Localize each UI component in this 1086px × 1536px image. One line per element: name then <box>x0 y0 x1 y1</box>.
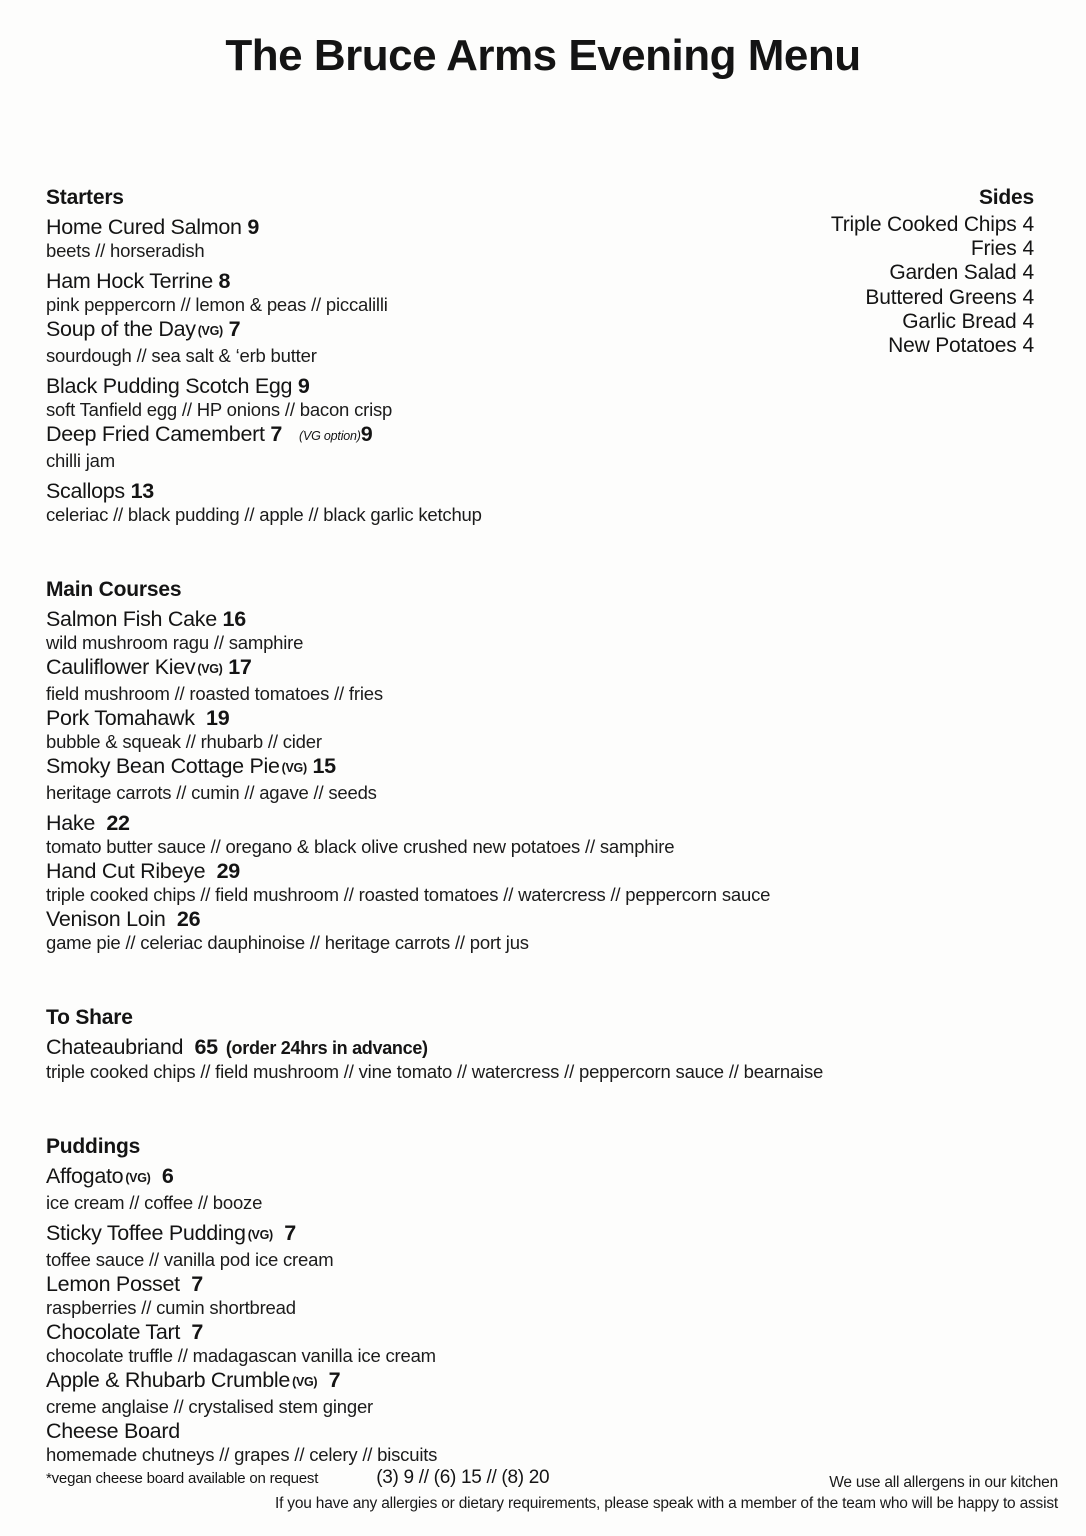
side-price: 4 <box>1022 309 1034 333</box>
menu-item-line <box>46 1220 686 1249</box>
list-item <box>714 310 1034 334</box>
vegan-cheese-note: *vegan cheese board available on request <box>46 1470 319 1487</box>
menu-item <box>46 1367 686 1418</box>
vegan-badge: (VG) <box>247 1228 273 1242</box>
menu-main-column <box>46 186 824 1489</box>
menu-item-line <box>46 858 686 884</box>
menu-item <box>46 753 686 804</box>
menu-item-line <box>46 906 686 932</box>
menu-item-name: Chateaubriand <box>46 1035 184 1059</box>
menu-item-description: wild mushroom ragu // samphire <box>46 632 304 653</box>
sides-heading: Sides <box>978 186 1034 209</box>
side-name: Garlic Bread <box>902 309 1017 333</box>
starters-section <box>46 186 686 526</box>
menu-item-line <box>46 810 686 836</box>
menu-item-description: chocolate truffle // madagascan vanilla ice cream <box>46 1345 436 1366</box>
menu-item-price: 7 <box>328 1368 341 1392</box>
menu-item-name: Chocolate Tart <box>46 1320 181 1344</box>
menu-item-description: tomato butter sauce // oregano & black olive crushed new potatoes // samphire <box>46 836 675 857</box>
vegan-option-badge: (VG option) <box>299 429 361 443</box>
menu-item <box>46 810 686 858</box>
page-title: The Bruce Arms Evening Menu <box>225 31 861 80</box>
menu-item-price: 26 <box>176 907 201 931</box>
footer-line-1: We use all allergens in our kitchen <box>829 1474 1058 1491</box>
menu-item <box>46 1163 686 1214</box>
list-item <box>714 286 1034 310</box>
puddings-heading: Puddings <box>46 1135 141 1158</box>
menu-item-price: 7 <box>191 1320 204 1344</box>
menu-item-name: Hake <box>46 811 95 835</box>
menu-item-description: bubble & squeak // rhubarb // cider <box>46 731 322 752</box>
vegan-badge: (VG) <box>292 1375 318 1389</box>
menu-item-price: 7 <box>270 422 282 446</box>
menu-item <box>46 316 686 367</box>
menu-item-description: beets // horseradish <box>46 240 205 261</box>
menu-item-line <box>46 421 686 450</box>
side-price: 4 <box>1022 285 1034 309</box>
menu-item <box>46 421 686 472</box>
menu-item-description: chilli jam <box>46 450 115 471</box>
menu-item-description: toffee sauce // vanilla pod ice cream <box>46 1249 334 1270</box>
menu-item-name: Affogato <box>46 1164 124 1188</box>
menu-item-line <box>46 1418 686 1444</box>
menu-item <box>46 1271 686 1319</box>
menu-item-price: 17 <box>228 655 252 679</box>
menu-item <box>46 906 686 954</box>
side-name: Triple Cooked Chips <box>830 213 1017 236</box>
to-share-section <box>46 1006 824 1083</box>
cheese-board-prices: (3) 9 // (6) 15 // (8) 20 <box>376 1467 550 1488</box>
menu-item-description: game pie // celeriac dauphinoise // heritage carrots // port jus <box>46 932 529 953</box>
side-name: Garden Salad <box>889 261 1017 285</box>
menu-item-name: Sticky Toffee Pudding <box>46 1221 246 1245</box>
list-item <box>714 261 1034 285</box>
menu-item-description: heritage carrots // cumin // agave // seeds <box>46 782 377 803</box>
menu-item-price: 7 <box>284 1221 296 1245</box>
menu-item-name: Scallops <box>46 479 125 503</box>
menu-item <box>46 1034 824 1083</box>
menu-item <box>46 705 686 753</box>
menu-item-line <box>46 753 686 782</box>
vegan-badge: (VG) <box>125 1171 151 1185</box>
sides-list <box>714 213 1034 358</box>
menu-item <box>46 1319 686 1367</box>
footer-line-2: If you have any allergies or dietary requirements, please speak with a member of the team who will be happy to assist <box>274 1495 1058 1512</box>
menu-item-price: 9 <box>247 215 260 239</box>
menu-item-name: Home Cured Salmon <box>46 215 242 239</box>
menu-item <box>46 606 686 654</box>
menu-item-name: Lemon Posset <box>46 1272 180 1296</box>
menu-item-name: Ham Hock Terrine <box>46 269 213 293</box>
vegan-badge: (VG) <box>197 324 223 338</box>
menu-item-price: 7 <box>228 317 241 341</box>
menu-item-line <box>46 268 686 294</box>
menu-item-description: homemade chutneys // grapes // celery // biscuits <box>46 1444 438 1465</box>
menu-item <box>46 478 686 526</box>
menu-item <box>46 1220 686 1271</box>
menu-item-line <box>46 606 686 632</box>
puddings-section <box>46 1135 686 1489</box>
menu-item-description: sourdough // sea salt & ‘erb butter <box>46 345 317 366</box>
list-item <box>714 334 1034 358</box>
menu-item-price: 15 <box>312 754 336 778</box>
mains-section <box>46 578 771 954</box>
menu-item-line <box>46 1319 686 1345</box>
menu-item-description: celeriac // black pudding // apple // black garlic ketchup <box>46 504 482 525</box>
menu-item-name: Pork Tomahawk <box>46 706 195 730</box>
menu-item-line <box>46 478 686 504</box>
menu-item-name: Soup of the Day <box>46 317 196 341</box>
menu-item-description: triple cooked chips // field mushroom // roasted tomatoes // watercress // peppercorn sauce <box>46 884 771 905</box>
menu-item-line <box>46 1271 686 1297</box>
menu-item-description: triple cooked chips // field mushroom // vine tomato // watercress // peppercorn sauce // bearnaise <box>46 1061 824 1082</box>
menu-item-price: 29 <box>216 859 240 883</box>
menu-item-name: Cheese Board <box>46 1419 180 1443</box>
menu-item-line <box>46 214 686 240</box>
menu-item-line <box>46 1034 686 1061</box>
menu-item-price: 19 <box>206 706 230 730</box>
allergen-footer <box>46 1472 1058 1514</box>
menu-item <box>46 268 686 316</box>
menu-item-name: Venison Loin <box>46 907 166 931</box>
menu-item <box>46 214 686 262</box>
menu-item-price: 16 <box>222 607 246 631</box>
menu-item-description: pink peppercorn // lemon & peas // piccalilli <box>46 294 388 315</box>
menu-item-price: 13 <box>130 479 154 503</box>
menu-item-name: Cauliflower Kiev <box>46 655 196 679</box>
menu-item-line <box>46 1163 686 1192</box>
menu-item <box>46 373 686 421</box>
menu-item-name: Deep Fried Camembert <box>46 422 265 446</box>
side-name: New Potatoes <box>888 334 1017 358</box>
menu-item-price: 8 <box>218 269 231 293</box>
menu-item-line <box>46 654 686 683</box>
menu-item-description: raspberries // cumin shortbread <box>46 1297 296 1318</box>
menu-item-line <box>46 1367 686 1396</box>
mains-heading: Main Courses <box>46 578 182 601</box>
sides-section <box>714 186 1034 358</box>
menu-item-line <box>46 373 686 399</box>
menu-item-price: 22 <box>106 811 130 835</box>
menu-item-description: soft Tanfield egg // HP onions // bacon crisp <box>46 399 393 420</box>
starters-heading: Starters <box>46 186 124 209</box>
menu-item-line <box>46 705 686 731</box>
to-share-heading: To Share <box>46 1006 133 1029</box>
menu-item-price: 6 <box>161 1164 174 1188</box>
menu-item-note: (order 24hrs in advance) <box>225 1038 428 1058</box>
menu-item-line <box>46 316 686 345</box>
vegan-badge: (VG) <box>197 662 223 676</box>
menu-item-name: Black Pudding Scotch Egg <box>46 374 293 398</box>
menu-item-name: Apple & Rhubarb Crumble <box>46 1368 291 1392</box>
vegan-option-price: 9 <box>360 422 373 446</box>
menu-item-name: Salmon Fish Cake <box>46 607 217 631</box>
side-name: Buttered Greens <box>865 285 1017 309</box>
menu-item <box>46 858 771 906</box>
side-price: 4 <box>1022 237 1034 261</box>
menu-item <box>46 654 686 705</box>
menu-sheet <box>46 186 1040 1536</box>
menu-item-price: 65 <box>194 1035 218 1059</box>
side-name: Fries <box>970 237 1017 261</box>
menu-item-name: Smoky Bean Cottage Pie <box>46 754 280 778</box>
side-price: 4 <box>1022 334 1034 358</box>
side-price: 4 <box>1022 213 1034 236</box>
vegan-badge: (VG) <box>281 761 307 775</box>
menu-item-name: Hand Cut Ribeye <box>46 859 206 883</box>
menu-item-description: field mushroom // roasted tomatoes // fries <box>46 683 383 704</box>
list-item <box>714 213 1034 237</box>
list-item <box>714 237 1034 261</box>
menu-item-description: creme anglaise // crystalised stem ginger <box>46 1396 373 1417</box>
menu-item-description: ice cream // coffee // booze <box>46 1192 263 1213</box>
side-price: 4 <box>1022 261 1034 285</box>
menu-item-price: 7 <box>191 1272 203 1296</box>
menu-item-price: 9 <box>297 374 310 398</box>
